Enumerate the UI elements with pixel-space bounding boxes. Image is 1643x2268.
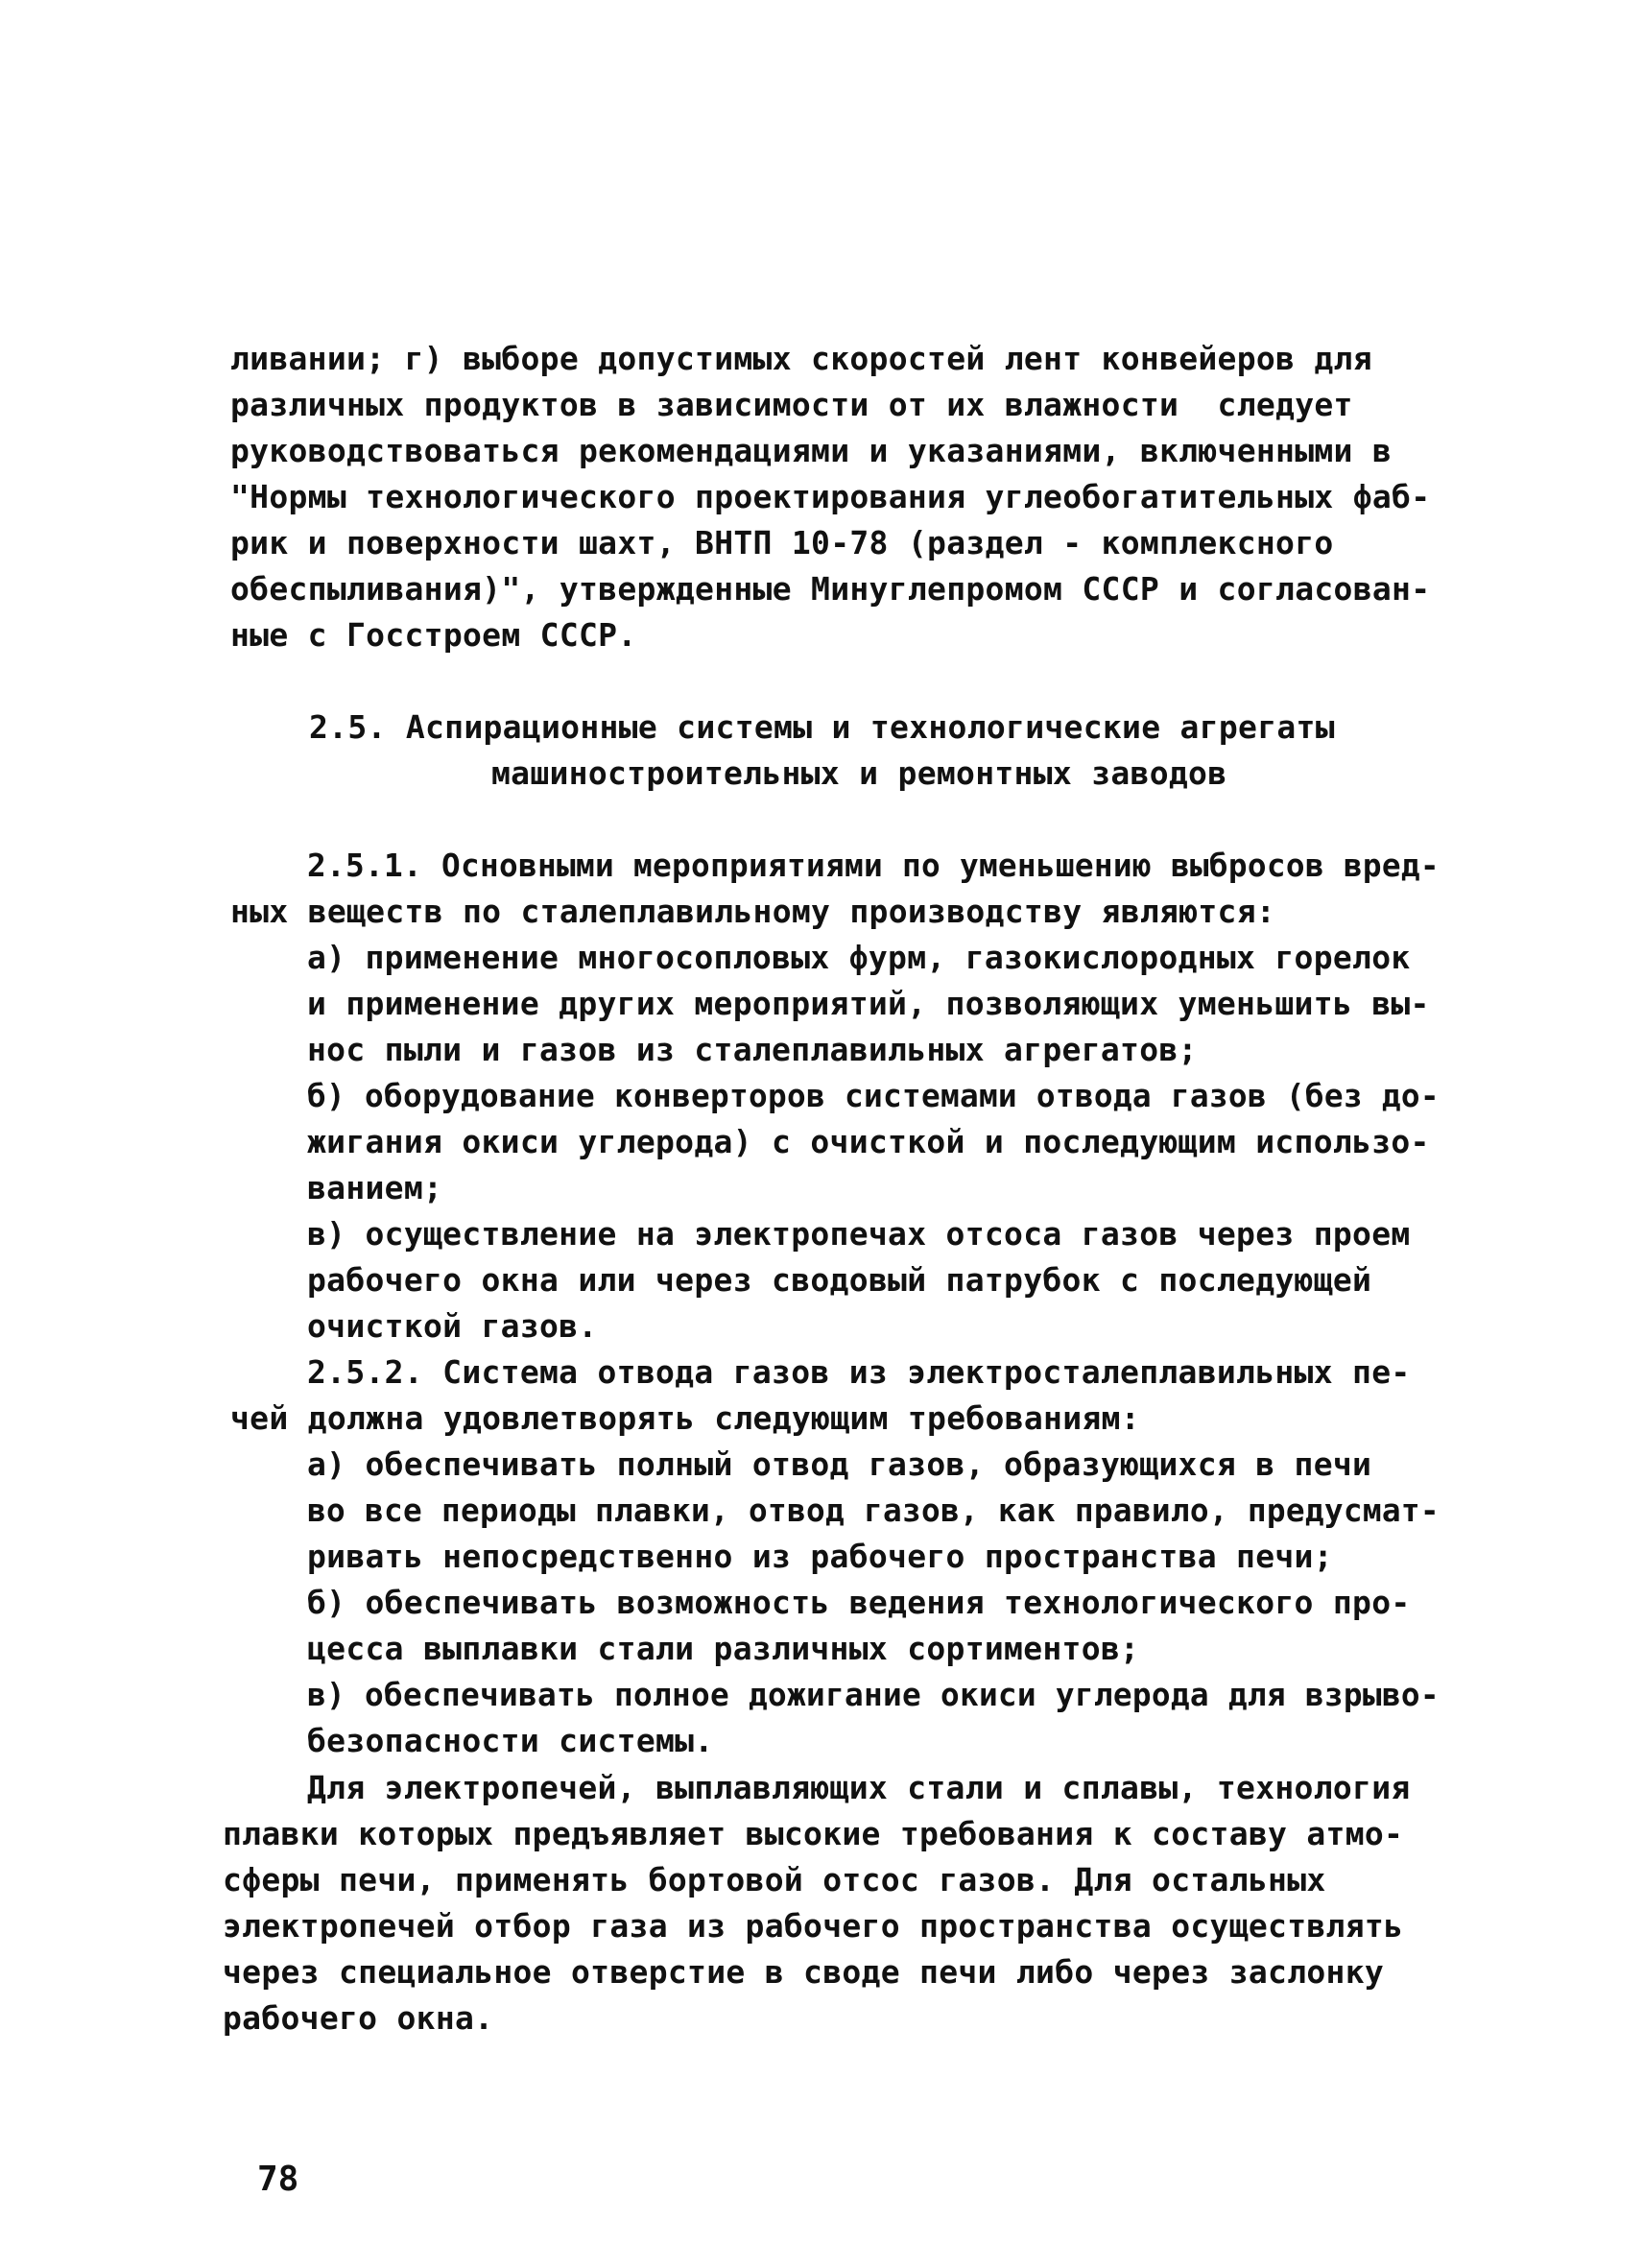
text-line: ных веществ по сталеплавильному производству являются: <box>230 893 1276 930</box>
text-line: обеспыливания)", утвержденные Минуглепромом СССР и согласован- <box>230 570 1431 608</box>
text-line: ривать непосредственно из рабочего пространства печи; <box>307 1538 1333 1575</box>
page-number: 78 <box>257 2160 299 2199</box>
text-line: и применение других мероприятий, позволяющих уменьшить вы- <box>307 985 1430 1022</box>
list-item: в) обеспечивать полное дожигание окиси углерода для взрыво- <box>307 1676 1440 1713</box>
text-line: различных продуктов в зависимости от их влажности следует <box>230 386 1353 423</box>
list-item: а) применение многосопловых фурм, газокислородных горелок <box>307 939 1411 976</box>
text-line: ные с Госстроем СССР. <box>230 616 637 654</box>
text-line: через специальное отверстие в своде печи либо через заслонку <box>223 1953 1385 1991</box>
text-line: Для электропечей, выплавляющих стали и сплавы, технология <box>307 1769 1411 1806</box>
text-line: ливании; г) выборе допустимых скоростей лент конвейеров для <box>230 340 1372 377</box>
text-line: жигания окиси углерода) с очисткой и последующим использо- <box>307 1123 1430 1160</box>
text-line: 2.5.1. Основными мероприятиями по уменьшению выбросов вред- <box>307 847 1440 884</box>
text-line: рабочего окна. <box>223 1999 494 2037</box>
text-line: безопасности системы. <box>307 1722 714 1759</box>
text-line: рабочего окна или через сводовый патрубок с последующей <box>307 1261 1372 1299</box>
text-line: электропечей отбор газа из рабочего пространства осуществлять <box>223 1907 1404 1945</box>
heading-line: 2.5. Аспирационные системы и технологические агрегаты <box>309 708 1335 746</box>
list-item: в) осуществление на электропечах отсоса газов через проем <box>307 1215 1411 1253</box>
text-line: чей должна удовлетворять следующим требованиям: <box>230 1399 1140 1437</box>
text-line: сферы печи, применять бортовой отсос газов. Для остальных <box>223 1861 1326 1898</box>
list-item: б) обеспечивать возможность ведения технологического про- <box>307 1584 1411 1621</box>
text-line: ванием; <box>307 1169 443 1206</box>
text-line: руководствоваться рекомендациями и указаниями, включенными в <box>230 432 1393 469</box>
text-line: очисткой газов. <box>307 1307 598 1345</box>
text-line: нос пыли и газов из сталеплавильных агрегатов; <box>307 1031 1198 1068</box>
text-line: плавки которых предъявляет высокие требования к составу атмо- <box>223 1815 1404 1852</box>
text-line: во все периоды плавки, отвод газов, как правило, предусмат- <box>307 1492 1440 1529</box>
heading-line: машиностроительных и ремонтных заводов <box>491 754 1227 792</box>
text-line: 2.5.2. Система отвода газов из электросталеплавильных пе- <box>307 1353 1411 1391</box>
list-item: б) оборудование конверторов системами отвода газов (без до- <box>307 1077 1440 1114</box>
text-line: рик и поверхности шахт, ВНТП 10-78 (раздел - комплексного <box>230 524 1334 561</box>
text-line: цесса выплавки стали различных сортиментов; <box>307 1630 1140 1667</box>
list-item: а) обеспечивать полный отвод газов, образующихся в печи <box>307 1445 1372 1483</box>
text-line: "Нормы технологического проектирования углеобогатительных фаб- <box>230 478 1431 515</box>
